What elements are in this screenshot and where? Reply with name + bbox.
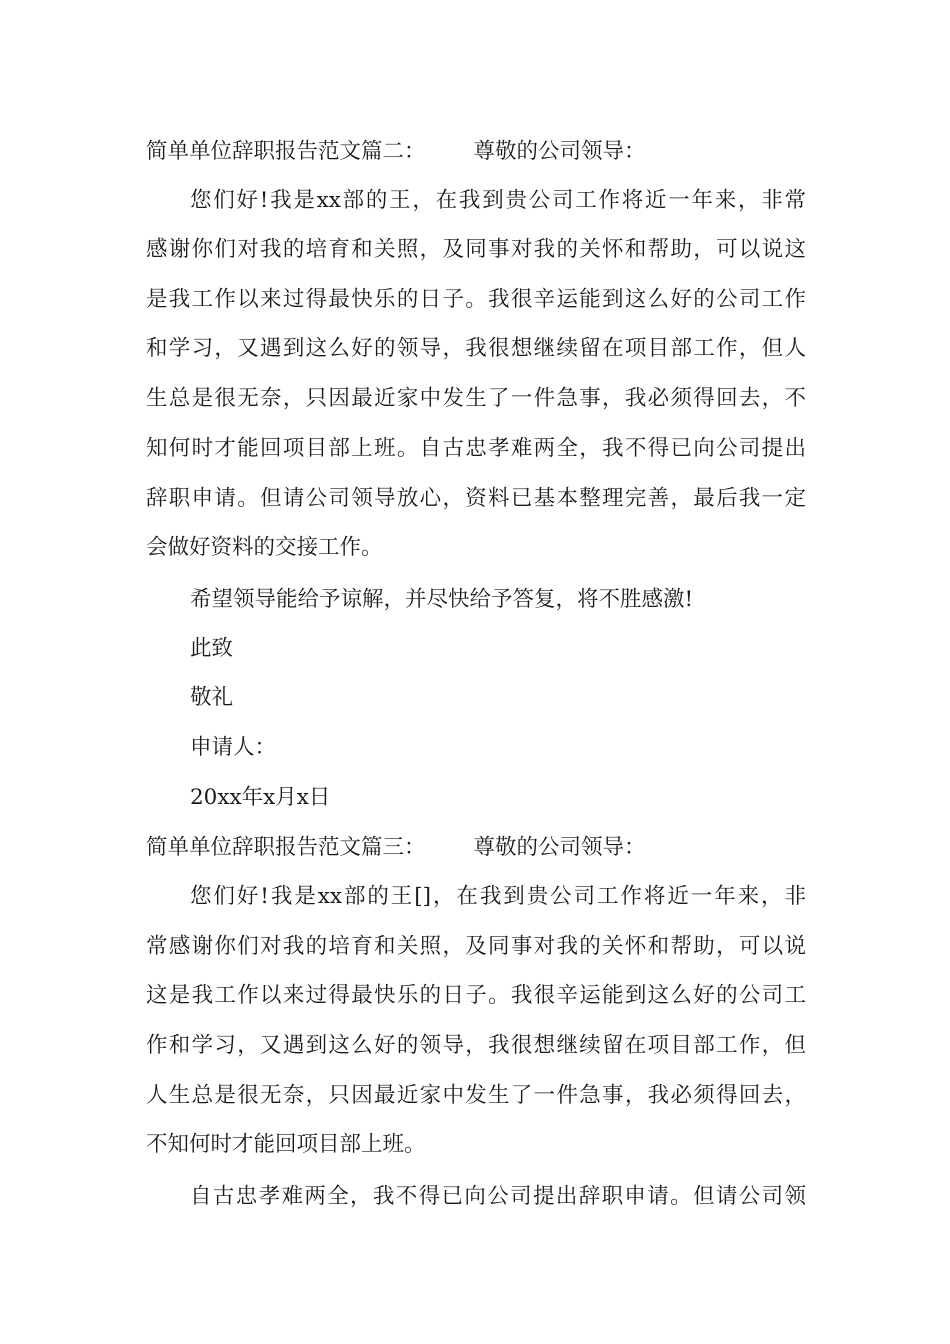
section3-para2-line: 自古忠孝难两全，我不得已向公司提出辞职申请。但请公司领: [190, 1184, 806, 1209]
section3-heading: 简单单位辞职报告范文篇三：: [146, 835, 426, 860]
section2-closing-ci-zhi: 此致: [190, 636, 234, 661]
section2-body-line: 您们好!我是xx部的王，在我到贵公司工作将近一年来，非常: [190, 188, 806, 213]
section2-salutation: 尊敬的公司领导：: [473, 139, 646, 164]
section2-closing-jing-li: 敬礼: [190, 685, 234, 710]
section3-body-line: 这是我工作以来过得最快乐的日子。我很辛运能到这么好的公司工: [146, 983, 806, 1008]
section2-date: 20xx年x月x日: [190, 785, 331, 810]
section2-applicant: 申请人：: [190, 735, 277, 760]
section2-body-line: 和学习，又遇到这么好的领导，我很想继续留在项目部工作，但人: [146, 336, 806, 361]
section3-salutation: 尊敬的公司领导：: [473, 835, 646, 860]
section3-body-line: 不知何时才能回项目部上班。: [146, 1132, 426, 1157]
section2-heading-line: [146, 132, 806, 172]
section3-heading-line: [146, 828, 806, 868]
section2-body-line: 生总是很无奈，只因最近家中发生了一件急事，我必须得回去，不: [146, 386, 806, 411]
section2-body-line: 是我工作以来过得最快乐的日子。我很辛运能到这么好的公司工作: [146, 287, 806, 312]
section2-body-line: 感谢你们对我的培育和关照，及同事对我的关怀和帮助，可以说这: [146, 237, 806, 262]
section2-heading: 简单单位辞职报告范文篇二：: [146, 139, 426, 164]
section3-body-line: 作和学习，又遇到这么好的领导，我很想继续留在项目部工作，但: [146, 1033, 806, 1058]
section3-body-line: 人生总是很无奈，只因最近家中发生了一件急事，我必须得回去，: [146, 1083, 806, 1108]
section2-body-line: 辞职申请。但请公司领导放心，资料已基本整理完善，最后我一定: [146, 486, 806, 511]
section2-body-line: 会做好资料的交接工作。: [146, 535, 383, 560]
section3-body-line: 您们好!我是xx部的王[]，在我到贵公司工作将近一年来，非: [190, 884, 806, 909]
section3-body-line: 常感谢你们对我的培育和关照，及同事对我的关怀和帮助，可以说: [146, 934, 806, 959]
section2-hope: 希望领导能给予谅解，并尽快给予答复，将不胜感激!: [190, 587, 694, 612]
section2-body-line: 知何时才能回项目部上班。自古忠孝难两全，我不得已向公司提出: [146, 436, 806, 461]
